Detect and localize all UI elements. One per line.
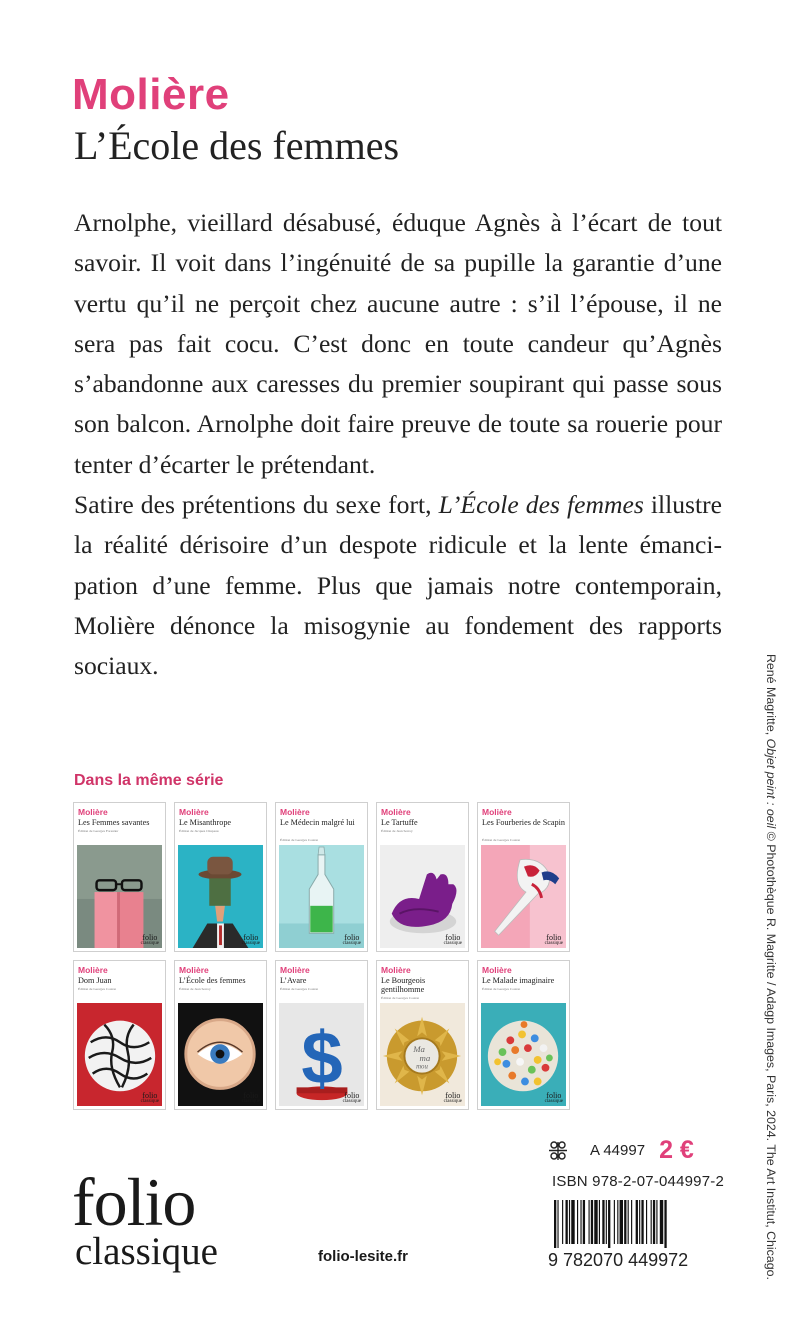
- credit-end: © Photothèque R. Magritte / Adagp Images, Paris, 2024. The Art Institut, Chicago.: [764, 831, 778, 1280]
- folio-mini-logo: folio classique: [342, 1091, 361, 1104]
- cover-author: Molière: [280, 807, 310, 817]
- series-cover: [376, 960, 469, 1110]
- cover-author: Molière: [78, 965, 108, 975]
- series-cover: [376, 802, 469, 952]
- credit-start: René Magritte,: [764, 653, 778, 736]
- folio-mini-logo: folio classique: [342, 933, 361, 946]
- cover-editor: Édition de Georges Couton: [381, 996, 420, 1000]
- logo-classique: classique: [75, 1230, 218, 1273]
- series-cover: [477, 802, 570, 952]
- series-cover: [174, 802, 267, 952]
- folio-mini-logo: folio classique: [241, 933, 260, 946]
- credit-title: Objet peint : oeil: [764, 738, 778, 829]
- cover-title: Le Misanthrope: [179, 818, 232, 827]
- logo-folio: folio: [72, 1164, 196, 1240]
- folio-mini-logo: folio classique: [443, 1091, 462, 1104]
- series-heading: Dans la même série: [74, 772, 224, 789]
- series-cover: [275, 802, 368, 952]
- blurb: [74, 203, 722, 687]
- cover-editor: Édition de Georges Couton: [482, 838, 521, 842]
- book-title: L’École des femmes: [74, 123, 400, 168]
- cover-title: Le Médecin malgré lui: [280, 818, 355, 827]
- cover-editor: Édition de Georges Couton: [78, 987, 117, 991]
- folio-classique-logo: [72, 1164, 218, 1273]
- series-cover: [477, 960, 570, 1110]
- cover-title: Dom Juan: [78, 976, 112, 985]
- svg-text:ma: ma: [419, 1052, 431, 1063]
- price: 2 €: [659, 1136, 694, 1164]
- website-link[interactable]: folio-lesite.fr: [318, 1248, 409, 1265]
- cover-title: Les Femmes savantes: [78, 818, 150, 827]
- blurb-p2-start: Satire des prétentions du sexe fort,: [74, 490, 432, 520]
- blurb-p2-end: illustre la réalité dérisoire d’un despote ridicule et la lente émanci-pation d’une femme. Plus que jamais notre contemporain, Molière dénonce la misogynie au fondement des rapports sociaux.: [74, 490, 722, 681]
- series-grid: [73, 802, 570, 1110]
- cover-author: Molière: [381, 807, 411, 817]
- series-cover: [73, 960, 166, 1110]
- blurb-p2-title: L’École des femmes: [438, 490, 644, 520]
- cover-author: Molière: [179, 807, 209, 817]
- cover-editor: Édition de Georges Couton: [482, 987, 521, 991]
- price-block: [546, 1136, 726, 1190]
- folio-mini-logo: folio classique: [140, 933, 159, 946]
- cover-title: Le Malade imaginaire: [482, 976, 555, 985]
- series-cover: [73, 802, 166, 952]
- category-symbol-icon: [546, 1140, 570, 1162]
- cover-title: Les Fourberies de Scapin: [482, 818, 565, 827]
- folio-mini-logo: folio classique: [544, 1091, 563, 1104]
- folio-mini-logo: folio classique: [241, 1091, 260, 1104]
- barcode-digits: 9 782070 449972: [548, 1250, 689, 1270]
- cover-editor: Édition de Jean Serroy: [381, 829, 413, 833]
- author-name: Molière: [72, 70, 230, 119]
- blurb-paragraph-1: Arnolphe, vieillard désabusé, éduque Agnès à l’écart de tout savoir. Il voit dans l’ingénuité de sa pupille la garantie d’une vertu qu’il ne perçoit chez aucune autre : s’il l’épouse, il ne sera pas fait cocu. C’est donc en toute candeur qu’Agnès s’abandonne aux caresses du premier soupirant qui passe sous son balcon. Arnolphe doit faire preuve de toute sa rouerie pour tenter d’écarter le prétendant.: [74, 208, 722, 479]
- cover-title: Le Tartuffe: [381, 818, 418, 827]
- cover-author: Molière: [280, 965, 310, 975]
- cover-editor: Édition de Jacques Chupeau: [179, 829, 219, 833]
- folio-mini-logo: folio classique: [443, 933, 462, 946]
- svg-text:Ma: Ma: [413, 1044, 425, 1055]
- cover-title: Le Bourgeois gentilhomme: [381, 976, 426, 994]
- isbn: ISBN 978-2-07-044997-2: [552, 1173, 725, 1190]
- cover-title: L’École des femmes: [179, 976, 246, 985]
- image-credit: [764, 615, 778, 1280]
- internal-code: A 44997: [590, 1142, 646, 1159]
- folio-mini-logo: folio classique: [544, 933, 563, 946]
- cover-editor: Édition de Georges Forestier: [78, 829, 119, 833]
- cover-editor: Édition de Georges Couton: [280, 987, 319, 991]
- svg-text:mou: mou: [416, 1063, 428, 1071]
- folio-mini-logo: folio classique: [140, 1091, 159, 1104]
- barcode: [548, 1200, 720, 1248]
- series-cover: [174, 960, 267, 1110]
- cover-author: Molière: [78, 807, 108, 817]
- blurb-paragraph-2: [74, 485, 722, 686]
- cover-editor: Édition de Georges Couton: [280, 838, 319, 842]
- cover-author: Molière: [179, 965, 209, 975]
- series-cover: [275, 960, 368, 1110]
- svg-text:$: $: [301, 1016, 343, 1100]
- cover-author: Molière: [381, 965, 411, 975]
- cover-title: L’Avare: [280, 976, 307, 985]
- cover-author: Molière: [482, 965, 512, 975]
- cover-editor: Édition de Jean Serroy: [179, 987, 211, 991]
- cover-author: Molière: [482, 807, 512, 817]
